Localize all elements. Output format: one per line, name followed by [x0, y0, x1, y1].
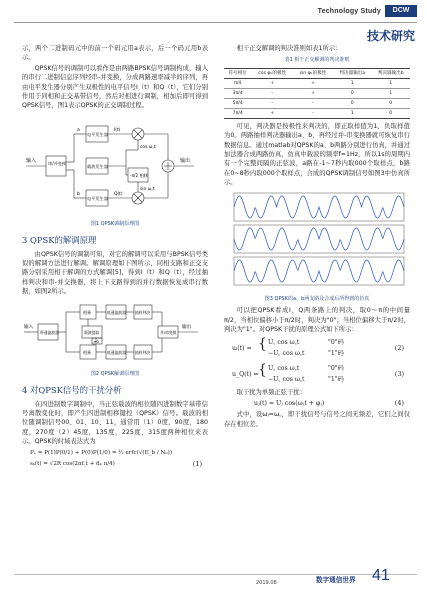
footer-rule	[14, 574, 417, 575]
paragraph: 取干扰为单频正弦干扰：	[236, 388, 306, 396]
demod-output-label: 输出	[182, 324, 192, 330]
table-row	[224, 108, 410, 118]
eq3-number: (3)	[394, 369, 404, 378]
section-3-heading: 3 QPSK的解调原理	[22, 234, 97, 245]
eq2-case2: "1"码	[328, 349, 344, 357]
plot-a-branch-waveform	[234, 196, 404, 218]
sp-label: 串/并变换	[48, 160, 67, 166]
table-header-cell: 判决器输出a	[333, 68, 371, 78]
eq4-body: uⱼ(t) = Uⱼ cos(ωⱼt + φⱼ)	[254, 400, 325, 408]
simulation-plots	[224, 191, 410, 291]
eq3-top: U꜀ cos ω꜀t	[268, 364, 300, 372]
paragraph: 示，两个二进制码元中的前一个码元用a表示，后一个码元用b表示。	[22, 45, 208, 62]
equation-1a: Pₑ = P(1)P(0/1) + P(0)P(1/0) = ½ erfc(√(E_b / N₀))	[30, 449, 173, 456]
eq3-lhs: u_Q(t) =	[232, 370, 259, 378]
equation-1	[22, 448, 208, 472]
decision-table	[224, 68, 410, 119]
shift-label: -π/2 相移	[130, 172, 148, 178]
magazine-name: 数字通信世界	[316, 576, 356, 584]
equation-3	[224, 362, 410, 388]
figure-2-qpsk-demodulation	[22, 300, 208, 380]
table-body	[224, 78, 410, 118]
table-header-cell: 判决器输出b	[371, 68, 410, 78]
figure-1-qpsk-modulation	[22, 114, 208, 230]
eq3-case2: "1"码	[328, 375, 344, 383]
table-1-caption: 表1 相干正交解调的判决准则	[284, 57, 350, 64]
lpf1-label: 低通滤波器	[107, 309, 126, 315]
table-cell: π/4	[224, 78, 251, 88]
table-cell: +	[293, 78, 333, 88]
paragraph: 由QPSK信号的调制可知，对它的解调可以采用与BPSK信号类似的解调方法进行解调。解调原理如下图所示，同相支路和正交支路分别采用相干解调的方式解调[5]，得到I（t）和Q（t），经过抽样判决和串-并交换器，将上下支路得到的并行数据恢复成串行数据，如图2所示。	[22, 250, 208, 296]
table-cell: -	[251, 98, 293, 108]
level1-label: 电平发生器	[87, 131, 108, 137]
journal-logo: DCW	[385, 5, 417, 17]
carrier-rec-label: 载波提取	[84, 329, 100, 335]
table-cell: 1	[333, 108, 371, 118]
serial-parallel-block	[46, 156, 66, 176]
table-cell: 0	[371, 108, 410, 118]
plot-b-branch-waveform	[234, 228, 404, 250]
carrier-label: 载波发生器	[87, 163, 108, 169]
eq2-brace: {	[258, 335, 267, 352]
ps-label: 并/串变换	[160, 329, 177, 335]
level2-label: 电平发生器	[87, 195, 108, 201]
table-cell: 3π/4	[224, 88, 251, 98]
table-header-cell: sin φₖ的极性	[293, 68, 333, 78]
paragraph: 相干正交解调的判决准则如表1所示：	[236, 45, 342, 52]
mix-label-i: 相乘	[83, 309, 91, 315]
modulation-diagram	[22, 114, 208, 216]
left-column	[22, 44, 208, 472]
header-rule	[14, 22, 417, 23]
paragraph: 在四进制数字调制中，当正弦载波的相位随四进制数字基带信号离散变化时，即产生四进制相移键控（QPSK）信号。载波的相位随调制信号00、01、10、11，通常用（1）0度，90度，180度，270度（2）45度，135度，225度，315度两种相位来表示。QPSK的时域表达式为	[22, 400, 208, 446]
figure-1-caption: 图1 QPSK调制原理图	[90, 221, 140, 228]
table-row	[224, 78, 410, 88]
table-cell: 1	[371, 78, 410, 88]
equation-2	[224, 336, 410, 362]
input-label: 输入	[26, 157, 37, 164]
eq2-top: U꜀ cos ω꜀t	[268, 338, 300, 346]
equation-1-number: (1)	[192, 459, 202, 468]
dec1-label: 抽样判决	[135, 309, 151, 315]
bpf-label: 带通滤波器	[40, 329, 59, 335]
table-cell: +	[293, 88, 333, 98]
eq4-number: (4)	[394, 399, 404, 408]
figure-3-simulation	[224, 191, 410, 305]
table-cell: 1	[333, 78, 371, 88]
paragraph: 可以把QPSK看成I、Q两条路上的判决，取0～π的中间量π/2，当相位偏移小于π/2时，判决为"0"；当相位偏移大于π/2时，判决为"1"。对QPSK干扰的原理公式如下所示：	[224, 307, 410, 334]
demodulation-diagram	[22, 300, 208, 366]
dec2-label: 抽样判决	[135, 349, 151, 355]
mix-label-q: 相乘	[83, 349, 91, 355]
equation-4	[224, 398, 410, 410]
cos-label: cos ω꜀t	[140, 144, 156, 150]
a-label: a	[77, 127, 80, 133]
eq3-bottom: −U꜀ cos ω꜀t	[268, 375, 305, 383]
paragraph: 可见，判决器是按极性来判决的，即正取样值为1，负取样值为0。两路抽样判决器输出a、b，再经过并-串变换器就可恢复串行数据信息。通过matlab对QPSK的a、b两路分别进行仿真，并通过加法器合成两路仿真，仿真中载波的频率f=1Hz，所以1s的周期内有一个完整间隔的正弦波，a路在-1~7秒内取000个取样点，b路在0~8秒内取000个取样点，合成的QPSK调制信号如图3中仿真所示。	[224, 122, 410, 187]
shift-small-label: -π/2	[93, 339, 100, 344]
eq2-lhs: uᵢ(t) =	[232, 344, 252, 352]
table-header-row	[224, 68, 410, 78]
table-cell: 0	[371, 98, 410, 108]
table-cell: -	[251, 88, 293, 98]
b-label: b	[77, 191, 80, 197]
paragraph: QPSK信号的调制可以看作是由两路BPSK信号调制构成，输入的串行二进制信息序列经串-并变换，分成两路速率减半的序列，再由电平发生器分别产生双极性的电平信号I（t）和Q（t），它们分别作用于同相和正交基带信号，然后对相进行调制，相加后即可得到QPSK信号，图1表示QPSK的正交调制过程。	[22, 64, 208, 110]
section-title-cn: 技术研究	[366, 29, 415, 43]
table-cell: 0	[333, 88, 371, 98]
eq2-case1: "0"码	[328, 338, 344, 346]
eq2-number: (2)	[394, 343, 404, 352]
equation-1b: sₖ(t) = √2R cos(2πf꜀t + dₖ π/4)	[30, 460, 115, 467]
table-row	[224, 98, 410, 108]
eq3-brace: {	[258, 361, 267, 378]
table-cell: -	[293, 108, 333, 118]
journal-section-en: Technology Study	[317, 8, 381, 15]
lpf2-label: 低通滤波器	[107, 349, 126, 355]
table-cell: 5π/4	[224, 98, 251, 108]
plot-qpsk-combined-waveform	[234, 260, 404, 282]
q-label: Q(t)	[114, 191, 123, 197]
table-header-cell: cos φₖ的极性	[251, 68, 293, 78]
table-cell: 1	[371, 88, 410, 98]
section-4-heading: 4 对QPSK信号的干扰分析	[22, 384, 122, 395]
issue-date: 2019.08	[256, 580, 277, 586]
table-row	[224, 88, 410, 98]
right-column	[224, 44, 410, 430]
table-cell: -	[293, 98, 333, 108]
table-cell: +	[251, 78, 293, 88]
paragraph: 式中，设ωⱼ=ω꜀，即干扰信号与信号之间无频差，它们之间仅存在相位差。	[224, 411, 410, 428]
eq2-bottom: −U꜀ cos ω꜀t	[268, 349, 305, 357]
page-number: 41	[372, 567, 390, 584]
table-cell: 0	[333, 98, 371, 108]
table-cell: 7π/4	[224, 108, 251, 118]
table-cell: +	[251, 108, 293, 118]
sin-label: sin ω꜀t	[140, 186, 155, 192]
figure-2-caption: 图2 QPSK解调原理图	[90, 371, 140, 378]
output-label: 输出	[180, 157, 191, 164]
demod-input-label: 输入	[24, 324, 34, 330]
figure-3-caption: 图3 QPSK的a、b两支路及合成后所得到的仿真	[264, 296, 370, 303]
table-header-cell: 符号相位	[224, 68, 251, 78]
i-label: I(t)	[114, 127, 121, 133]
eq3-case1: "0"码	[328, 364, 344, 372]
